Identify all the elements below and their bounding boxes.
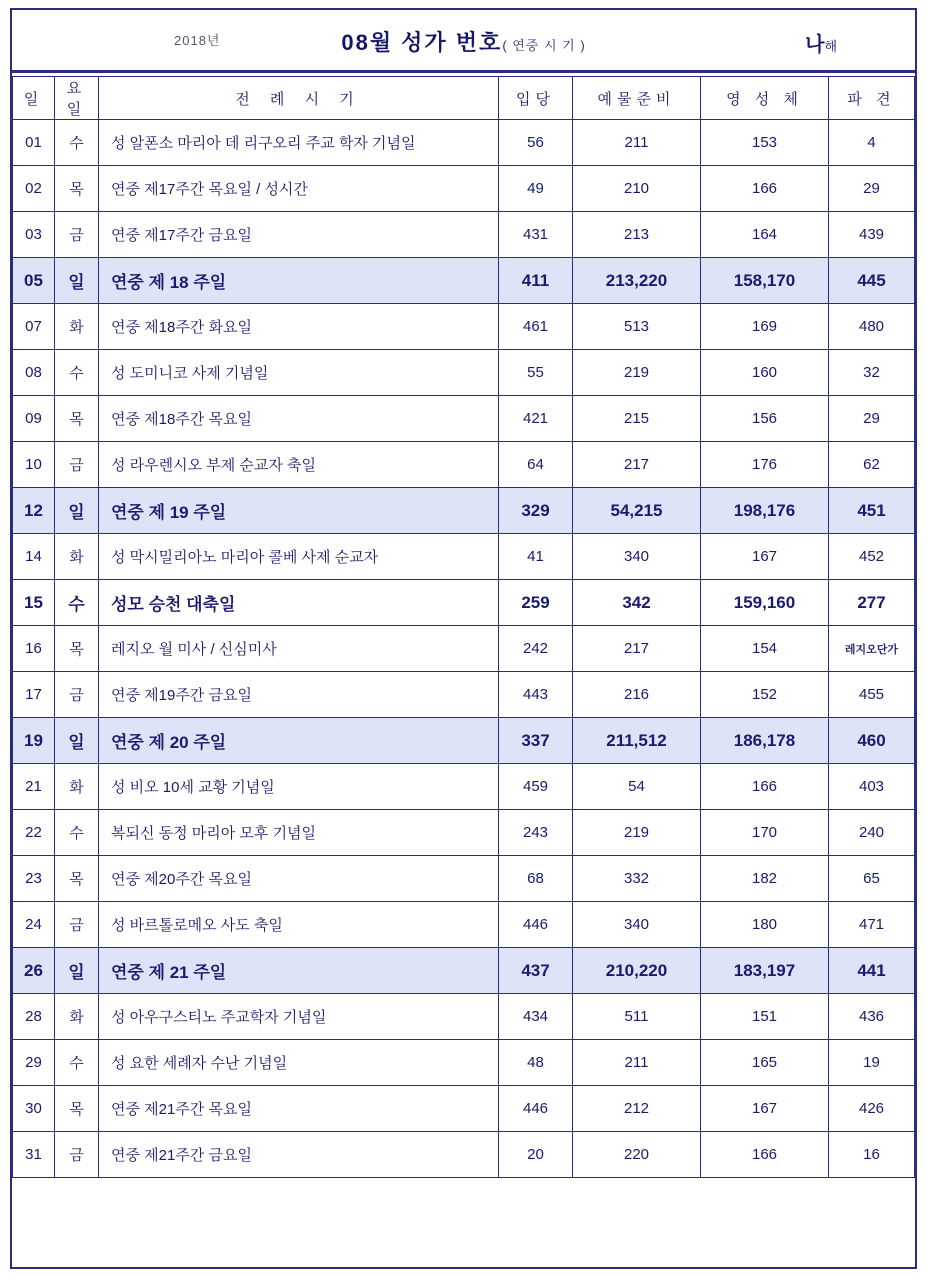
table-row <box>13 718 915 764</box>
cell-offertory: 210 <box>573 166 701 212</box>
cell-entrance: 443 <box>499 672 573 718</box>
cell-weekday: 일 <box>55 258 99 304</box>
cell-liturgy: 연중 제20주간 목요일 <box>99 856 499 902</box>
page-title <box>341 26 585 57</box>
cell-weekday: 일 <box>55 718 99 764</box>
column-header-day: 일 <box>13 77 55 120</box>
table-row <box>13 994 915 1040</box>
cell-weekday: 목 <box>55 626 99 672</box>
cell-offertory: 54 <box>573 764 701 810</box>
cell-sending: 471 <box>829 902 915 948</box>
cell-liturgy: 복되신 동정 마리아 모후 기념일 <box>99 810 499 856</box>
cell-communion: 158,170 <box>701 258 829 304</box>
cell-offertory: 210,220 <box>573 948 701 994</box>
cell-day: 15 <box>13 580 55 626</box>
column-header-liturgy: 전 례 시 기 <box>99 77 499 120</box>
cell-sending: 32 <box>829 350 915 396</box>
cell-sending: 436 <box>829 994 915 1040</box>
column-header-offertory: 예물준비 <box>573 77 701 120</box>
cell-sending: 240 <box>829 810 915 856</box>
cell-offertory: 213 <box>573 212 701 258</box>
hymn-number-table <box>12 76 915 1178</box>
cell-day: 22 <box>13 810 55 856</box>
cell-day: 24 <box>13 902 55 948</box>
cell-day: 12 <box>13 488 55 534</box>
cell-weekday: 목 <box>55 396 99 442</box>
cell-entrance: 48 <box>499 1040 573 1086</box>
table-row <box>13 120 915 166</box>
cell-weekday: 금 <box>55 442 99 488</box>
cell-day: 17 <box>13 672 55 718</box>
column-header-weekday: 요일 <box>55 77 99 120</box>
cell-sending: 480 <box>829 304 915 350</box>
table-body <box>13 120 915 1178</box>
cell-entrance: 431 <box>499 212 573 258</box>
table-row <box>13 626 915 672</box>
cell-liturgy: 연중 제17주간 목요일 / 성시간 <box>99 166 499 212</box>
cell-offertory: 211,512 <box>573 718 701 764</box>
cell-day: 07 <box>13 304 55 350</box>
cell-communion: 153 <box>701 120 829 166</box>
cell-liturgy: 성 라우렌시오 부제 순교자 축일 <box>99 442 499 488</box>
cell-communion: 180 <box>701 902 829 948</box>
year-cycle-letter: 나 <box>805 34 825 56</box>
cell-entrance: 243 <box>499 810 573 856</box>
cell-communion: 165 <box>701 1040 829 1086</box>
cell-offertory: 54,215 <box>573 488 701 534</box>
cell-sending: 4 <box>829 120 915 166</box>
cell-communion: 166 <box>701 1132 829 1178</box>
table-row <box>13 810 915 856</box>
cell-entrance: 55 <box>499 350 573 396</box>
cell-entrance: 446 <box>499 1086 573 1132</box>
cell-offertory: 511 <box>573 994 701 1040</box>
cell-communion: 167 <box>701 534 829 580</box>
cell-sending: 레지오단가 <box>829 626 915 672</box>
table-row <box>13 1040 915 1086</box>
cell-weekday: 화 <box>55 304 99 350</box>
column-header-entrance: 입당 <box>499 77 573 120</box>
cell-sending: 452 <box>829 534 915 580</box>
liturgical-year-cycle <box>805 28 837 57</box>
cell-entrance: 20 <box>499 1132 573 1178</box>
cell-day: 16 <box>13 626 55 672</box>
table-row <box>13 166 915 212</box>
cell-offertory: 220 <box>573 1132 701 1178</box>
cell-weekday: 수 <box>55 350 99 396</box>
cell-day: 21 <box>13 764 55 810</box>
cell-day: 10 <box>13 442 55 488</box>
cell-liturgy: 연중 제18주간 화요일 <box>99 304 499 350</box>
cell-day: 02 <box>13 166 55 212</box>
cell-liturgy: 연중 제17주간 금요일 <box>99 212 499 258</box>
cell-communion: 151 <box>701 994 829 1040</box>
cell-offertory: 211 <box>573 120 701 166</box>
cell-weekday: 화 <box>55 764 99 810</box>
cell-offertory: 217 <box>573 442 701 488</box>
cell-liturgy: 연중 제 20 주일 <box>99 718 499 764</box>
table-row <box>13 442 915 488</box>
cell-entrance: 329 <box>499 488 573 534</box>
cell-weekday: 금 <box>55 212 99 258</box>
cell-weekday: 수 <box>55 120 99 166</box>
table-row <box>13 856 915 902</box>
cell-communion: 152 <box>701 672 829 718</box>
cell-entrance: 421 <box>499 396 573 442</box>
cell-communion: 156 <box>701 396 829 442</box>
cell-sending: 19 <box>829 1040 915 1086</box>
table-row <box>13 534 915 580</box>
cell-entrance: 49 <box>499 166 573 212</box>
cell-offertory: 212 <box>573 1086 701 1132</box>
table-row <box>13 580 915 626</box>
cell-communion: 164 <box>701 212 829 258</box>
table-row <box>13 672 915 718</box>
table-row <box>13 764 915 810</box>
cell-communion: 182 <box>701 856 829 902</box>
cell-day: 08 <box>13 350 55 396</box>
cell-entrance: 41 <box>499 534 573 580</box>
cell-sending: 65 <box>829 856 915 902</box>
cell-weekday: 금 <box>55 1132 99 1178</box>
cell-liturgy: 레지오 월 미사 / 신심미사 <box>99 626 499 672</box>
cell-entrance: 259 <box>499 580 573 626</box>
table-header-row <box>13 77 915 120</box>
cell-weekday: 수 <box>55 810 99 856</box>
cell-offertory: 340 <box>573 534 701 580</box>
cell-day: 19 <box>13 718 55 764</box>
cell-weekday: 목 <box>55 1086 99 1132</box>
cell-offertory: 513 <box>573 304 701 350</box>
cell-liturgy: 성 아우구스티노 주교학자 기념일 <box>99 994 499 1040</box>
table-row <box>13 1086 915 1132</box>
column-header-communion: 영 성 체 <box>701 77 829 120</box>
cell-communion: 154 <box>701 626 829 672</box>
cell-sending: 29 <box>829 396 915 442</box>
cell-entrance: 446 <box>499 902 573 948</box>
title-subtitle: ( 연중 시 기 ) <box>502 38 586 53</box>
cell-communion: 166 <box>701 764 829 810</box>
cell-weekday: 목 <box>55 166 99 212</box>
cell-offertory: 342 <box>573 580 701 626</box>
title-month: 08월 성가 번호 <box>341 30 503 55</box>
cell-day: 09 <box>13 396 55 442</box>
cell-communion: 169 <box>701 304 829 350</box>
document-frame <box>10 8 917 1269</box>
cell-weekday: 금 <box>55 902 99 948</box>
cell-day: 30 <box>13 1086 55 1132</box>
cell-sending: 16 <box>829 1132 915 1178</box>
cell-communion: 198,176 <box>701 488 829 534</box>
cell-liturgy: 성 막시밀리아노 마리아 콜베 사제 순교자 <box>99 534 499 580</box>
table-row <box>13 396 915 442</box>
column-header-sending: 파 견 <box>829 77 915 120</box>
cell-entrance: 461 <box>499 304 573 350</box>
cell-day: 28 <box>13 994 55 1040</box>
cell-liturgy: 성 도미니코 사제 기념일 <box>99 350 499 396</box>
cell-entrance: 337 <box>499 718 573 764</box>
cell-liturgy: 성 알폰소 마리아 데 리구오리 주교 학자 기념일 <box>99 120 499 166</box>
cell-weekday: 목 <box>55 856 99 902</box>
cell-offertory: 219 <box>573 810 701 856</box>
cell-entrance: 68 <box>499 856 573 902</box>
table-row <box>13 212 915 258</box>
cell-sending: 62 <box>829 442 915 488</box>
cell-liturgy: 연중 제 21 주일 <box>99 948 499 994</box>
cell-sending: 277 <box>829 580 915 626</box>
cell-weekday: 수 <box>55 580 99 626</box>
cell-weekday: 일 <box>55 488 99 534</box>
cell-communion: 186,178 <box>701 718 829 764</box>
cell-offertory: 219 <box>573 350 701 396</box>
table-row <box>13 304 915 350</box>
cell-offertory: 217 <box>573 626 701 672</box>
cell-weekday: 화 <box>55 534 99 580</box>
cell-offertory: 215 <box>573 396 701 442</box>
cell-offertory: 332 <box>573 856 701 902</box>
cell-liturgy: 연중 제21주간 금요일 <box>99 1132 499 1178</box>
cell-communion: 167 <box>701 1086 829 1132</box>
year-cycle-suffix: 해 <box>824 39 837 54</box>
table-row <box>13 902 915 948</box>
table-row <box>13 258 915 304</box>
cell-communion: 159,160 <box>701 580 829 626</box>
cell-liturgy: 연중 제19주간 금요일 <box>99 672 499 718</box>
cell-sending: 29 <box>829 166 915 212</box>
cell-entrance: 459 <box>499 764 573 810</box>
cell-communion: 160 <box>701 350 829 396</box>
cell-sending: 445 <box>829 258 915 304</box>
cell-weekday: 금 <box>55 672 99 718</box>
cell-sending: 439 <box>829 212 915 258</box>
cell-liturgy: 성 바르톨로메오 사도 축일 <box>99 902 499 948</box>
cell-entrance: 242 <box>499 626 573 672</box>
cell-weekday: 수 <box>55 1040 99 1086</box>
cell-liturgy: 성 요한 세례자 수난 기념일 <box>99 1040 499 1086</box>
cell-liturgy: 연중 제18주간 목요일 <box>99 396 499 442</box>
cell-liturgy: 연중 제21주간 목요일 <box>99 1086 499 1132</box>
cell-day: 29 <box>13 1040 55 1086</box>
cell-entrance: 64 <box>499 442 573 488</box>
cell-day: 01 <box>13 120 55 166</box>
cell-liturgy: 성모 승천 대축일 <box>99 580 499 626</box>
table-row <box>13 488 915 534</box>
cell-communion: 183,197 <box>701 948 829 994</box>
cell-sending: 455 <box>829 672 915 718</box>
cell-offertory: 340 <box>573 902 701 948</box>
cell-sending: 441 <box>829 948 915 994</box>
cell-communion: 170 <box>701 810 829 856</box>
cell-entrance: 437 <box>499 948 573 994</box>
cell-communion: 176 <box>701 442 829 488</box>
table-row <box>13 350 915 396</box>
cell-entrance: 411 <box>499 258 573 304</box>
title-band <box>12 10 915 72</box>
cell-day: 05 <box>13 258 55 304</box>
cell-liturgy: 성 비오 10세 교황 기념일 <box>99 764 499 810</box>
cell-weekday: 일 <box>55 948 99 994</box>
cell-communion: 166 <box>701 166 829 212</box>
table-row <box>13 948 915 994</box>
cell-offertory: 211 <box>573 1040 701 1086</box>
cell-day: 31 <box>13 1132 55 1178</box>
cell-sending: 426 <box>829 1086 915 1132</box>
cell-day: 23 <box>13 856 55 902</box>
cell-liturgy: 연중 제 18 주일 <box>99 258 499 304</box>
cell-day: 03 <box>13 212 55 258</box>
cell-sending: 451 <box>829 488 915 534</box>
cell-sending: 403 <box>829 764 915 810</box>
cell-day: 14 <box>13 534 55 580</box>
cell-entrance: 434 <box>499 994 573 1040</box>
cell-offertory: 213,220 <box>573 258 701 304</box>
year-label: 2018년 <box>174 33 221 48</box>
cell-day: 26 <box>13 948 55 994</box>
cell-sending: 460 <box>829 718 915 764</box>
cell-entrance: 56 <box>499 120 573 166</box>
cell-weekday: 화 <box>55 994 99 1040</box>
cell-offertory: 216 <box>573 672 701 718</box>
cell-liturgy: 연중 제 19 주일 <box>99 488 499 534</box>
table-row <box>13 1132 915 1178</box>
